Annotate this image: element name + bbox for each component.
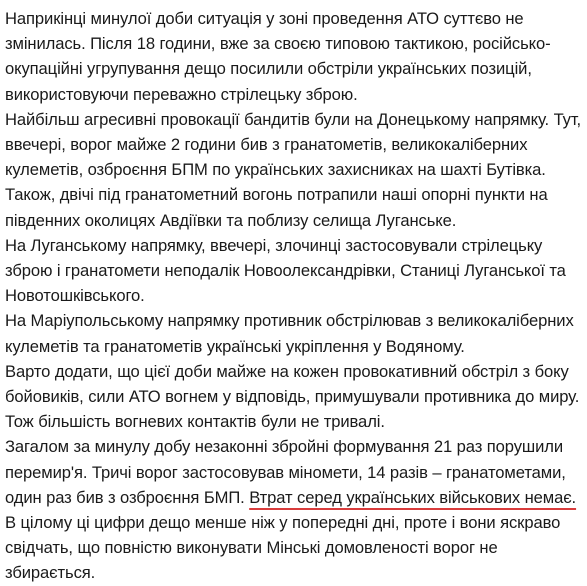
paragraph-luhansk: На Луганському напрямку, ввечері, злочинці застосовували стрілецьку зброю і гранатомети неподалік Новоолександрівки, Станиці Луганської та Новотошківського.: [5, 235, 566, 306]
paragraph-donetsk: Найбільш агресивні провокації бандитів були на Донецькому напрямку. Тут, ввечері, ворог майже 2 години бив з гранатометів, великокаліберних кулеметів, озброєння БПМ по українських захисниках на шахті Бутівка. Також, двічі під гранатометний вогонь потрапили наші опорні пункти на південних околицях Авдіївки та поблизу селища Луганське.: [5, 109, 582, 230]
summary-text: Загалом за минулу добу незаконні збройні формування 21 раз порушили перемир'я. Тричі ворог застосовував міномети, 14 разів – гранатометами, один раз бив з озброєння БМП.: [5, 437, 566, 507]
paragraph-overview: Наприкінці минулої доби ситуація у зоні проведення АТО суттєво не змінилась. Після 18 години, вже за своєю типовою тактикою, російсько-окупаційні угрупування дещо посилили обстріли українських позицій, використовуючи переважно стрілецьку зброю.: [5, 9, 551, 104]
paragraph-response: Варто додати, що цієї доби майже на кожен провокативний обстріл з боку бойовиків, сили АТО вогнем у відповідь, примушували противника до миру. Тож більшість вогневих контактів були не тривалі.: [5, 361, 580, 432]
paragraph-mariupol: На Маріупольському напрямку противник обстрілював з великокаліберних кулеметів та гранатометів українські укріплення у Водяному.: [5, 311, 574, 356]
highlighted-no-losses: Втрат серед українських військових немає.: [249, 487, 577, 507]
paragraph-conclusion: В цілому ці цифри дещо менше ніж у попередні дні, проте і вони яскраво свідчать, що повністю виконувати Мінські домовленості ворог не збирається.: [5, 513, 561, 583]
paragraph-summary: [5, 434, 583, 510]
